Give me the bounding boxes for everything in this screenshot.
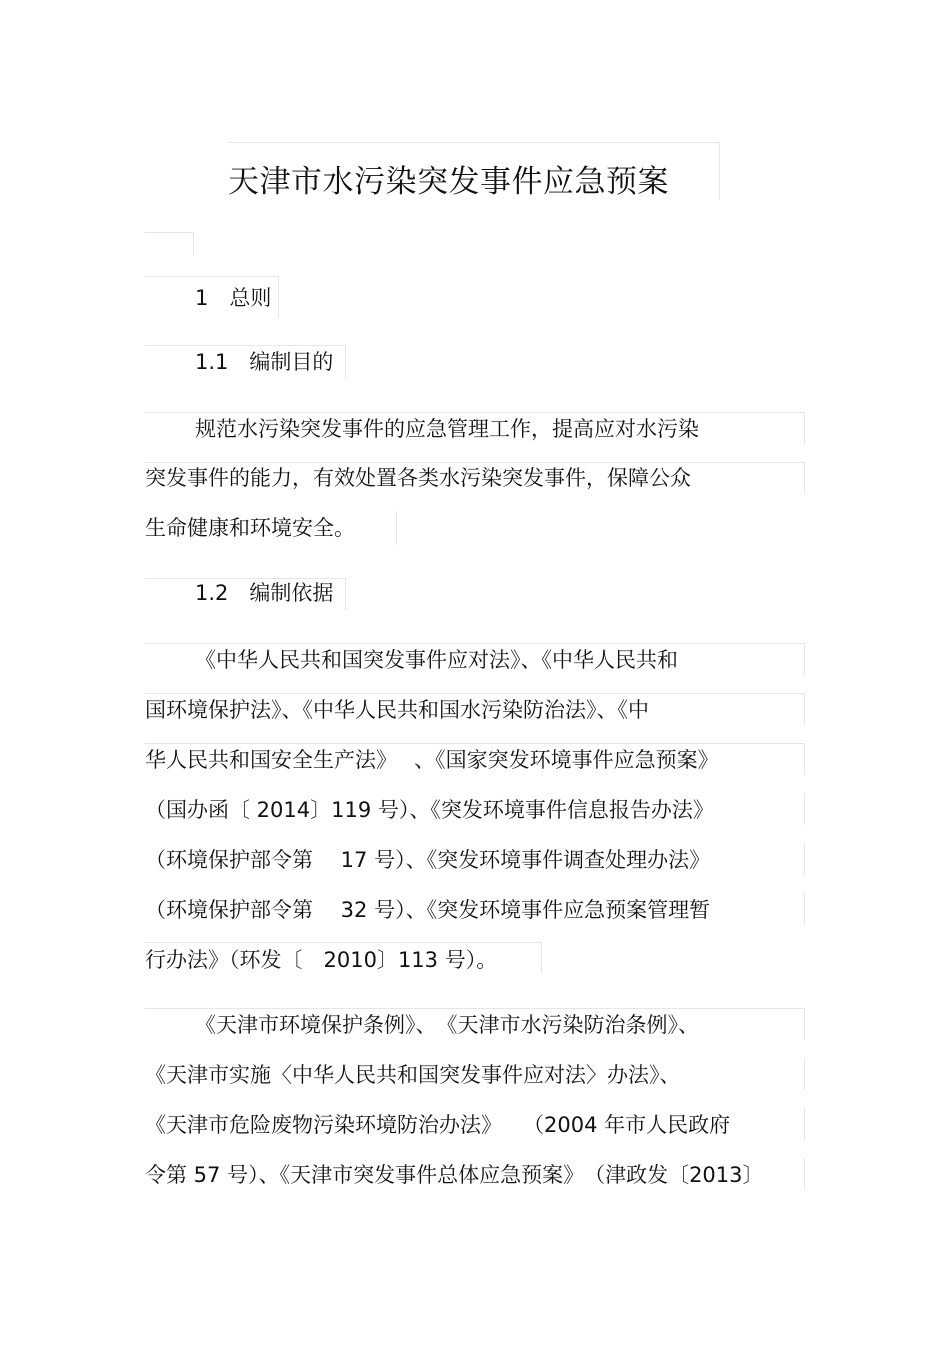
paragraph-line: 生命健康和环境安全。 (145, 516, 355, 540)
rule (804, 693, 805, 725)
rule (145, 1008, 805, 1009)
paragraph-line: 《天津市危险废物污染环境防治办法》 （2004 年市人民政府 (145, 1113, 731, 1137)
rule (719, 142, 720, 200)
rule (145, 942, 542, 943)
rule (145, 345, 345, 346)
rule (396, 511, 397, 545)
section-heading-1-2: 1.2 编制依据 (195, 581, 334, 605)
rule (804, 1058, 805, 1090)
rule (345, 345, 346, 379)
rule (145, 276, 278, 277)
paragraph-line: 《天津市实施〈中华人民共和国突发事件应对法〉办法》、 (145, 1063, 681, 1087)
rule (145, 412, 805, 413)
rule (145, 693, 805, 694)
rule (345, 578, 346, 610)
paragraph-line: 国环境保护法》、《中华人民共和国水污染防治法》、《中 (145, 698, 649, 722)
section-heading-1-1: 1.1 编制目的 (195, 350, 334, 374)
rule (541, 942, 542, 974)
rule (804, 1158, 805, 1190)
rule (804, 743, 805, 775)
paragraph-line: （环境保护部令第 32 号）、《突发环境事件应急预案管理暂 (145, 898, 711, 922)
section-heading-1: 1 总则 (195, 286, 272, 310)
rule (228, 142, 720, 143)
rule (804, 843, 805, 875)
paragraph-line: 《天津市环境保护条例》、 《天津市水污染防治条例》、 (195, 1013, 699, 1037)
rule (804, 412, 805, 444)
rule (804, 893, 805, 925)
rule (145, 643, 805, 644)
rule (278, 276, 279, 318)
rule (804, 793, 805, 825)
paragraph-line: 突发事件的能力，有效处置各类水污染突发事件，保障公众 (145, 466, 691, 490)
rule (145, 232, 193, 233)
paragraph-line: 令第 57 号）、《天津市突发事件总体应急预案》 （津政发〔2013〕 (145, 1163, 764, 1187)
rule (804, 462, 805, 494)
paragraph-line: 规范水污染突发事件的应急管理工作，提高应对水污染 (195, 417, 699, 441)
paragraph-line: 华人民共和国安全生产法》 、《国家突发环境事件应急预案》 (145, 748, 719, 772)
paragraph-line: 行办法》（环发〔 2010〕113 号）。 (145, 948, 498, 972)
rule (804, 1008, 805, 1040)
paragraph-line: 《中华人民共和国突发事件应对法》、《中华人民共和 (195, 648, 678, 672)
paragraph-line: （环境保护部令第 17 号）、《突发环境事件调查处理办法》 (145, 848, 711, 872)
document-title: 天津市水污染突发事件应急预案 (228, 164, 669, 200)
rule (193, 232, 194, 256)
rule (804, 1108, 805, 1140)
rule (145, 743, 805, 744)
rule (804, 643, 805, 675)
paragraph-line: （国办函〔 2014〕119 号）、《突发环境事件信息报告办法》 (145, 798, 714, 822)
